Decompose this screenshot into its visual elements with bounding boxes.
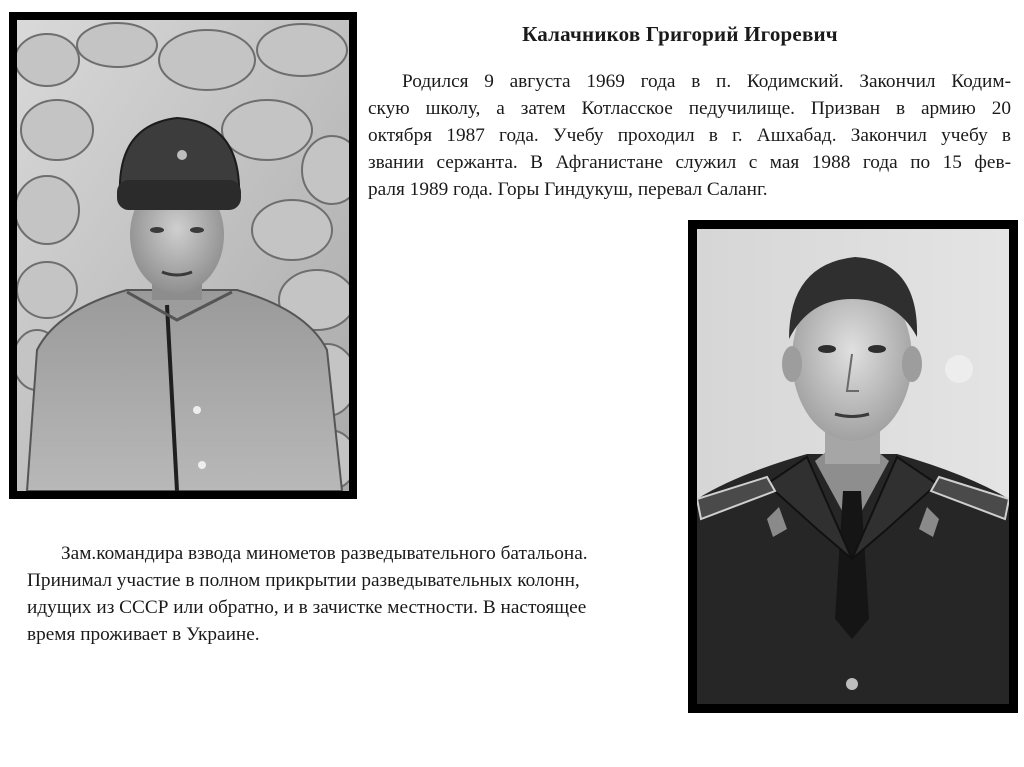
service-line: время проживает в Украине.: [27, 624, 260, 645]
biography-line: звании сержанта. В Афганистане служил с мая 1988 года по 15 фев-: [368, 152, 1011, 173]
service-line: идущих из СССР или обратно, и в зачистке местности. В настоящее: [27, 597, 587, 618]
service-line: Зам.командира взвода минометов разведывательного батальона.: [61, 543, 588, 564]
biography-line: Родился 9 августа 1969 года в п. Кодимский. Закончил Кодим-: [402, 71, 1011, 92]
soldier-portrait-photo-image: [697, 229, 1009, 704]
soldier-field-photo: [9, 12, 357, 499]
person-name: Калачников Григорий Игоревич: [522, 22, 838, 46]
biography-line: раля 1989 года. Горы Гиндукуш, перевал Саланг.: [368, 179, 768, 200]
biography-line: октября 1987 года. Учебу проходил в г. Ашхабад. Закончил учебу в: [368, 125, 1011, 146]
biography-line: скую школу, а затем Котласское педучилище. Призван в армию 20: [368, 98, 1011, 119]
soldier-field-photo-image: [17, 20, 349, 491]
soldier-portrait-photo: [688, 220, 1018, 713]
biography-paragraph: [368, 68, 1011, 203]
service-line: Принимал участие в полном прикрытии разведывательных колонн,: [27, 570, 580, 591]
service-paragraph: [27, 540, 675, 648]
